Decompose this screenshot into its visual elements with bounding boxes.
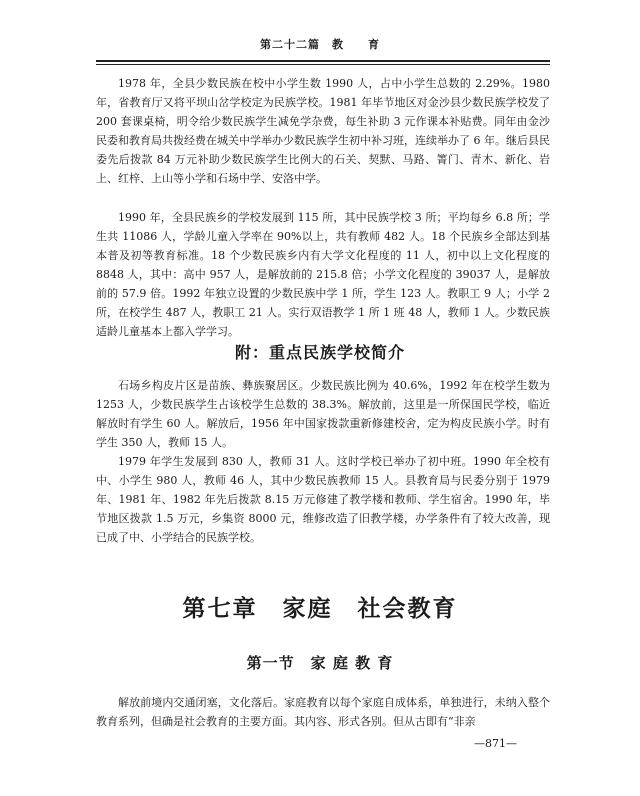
- header-rule-thin: [96, 64, 550, 65]
- paragraph-1978: 1978 年，全县少数民族在校中小学生数 1990 人，占中小学生总数的 2.29%。1980 年，省教育厅又将平坝山岔学校定为民族学校。1981 年毕节地区对金沙县少数民族学校发了 200 套课桌椅，明令给少数民族学生减免学杂费，每生补助 3 元作课本补贴费。同年由金沙民委和教育局共拨经费在城关中学举办少数民族学生初中补习班，连续举办了 6 年。继后县民委先后拨款 84 万元补助少数民族学生比例大的石关、契默、马路、箐门、青木、新化、岩上、红梓、上山等小学和石场中学、安洛中学。: [96, 77, 550, 185]
- section-heading: 第一节 家 庭 教 育: [246, 654, 394, 672]
- paragraph-school-1979: 1979 年学生发展到 830 人，教师 31 人。这时学校已举办了初中班。1990 年全校有中、小学生 980 人，教师 46 人，其中少数民族教师 15 人。县教育局与民委分别于 1979 年、1981 年、1982 年先后拨款 8.15 万元修建了教学楼和教师、学生宿舍。1990 年，毕节地区拨款 1.5 万元，乡集资 8000 元，维修改造了旧教学楼，办学条件有了较大改善，现已成了中、小学结合的民族学校。: [96, 455, 550, 544]
- page-number: —871—: [474, 737, 517, 750]
- header-rule-thick: [96, 60, 550, 62]
- paragraph-family-education: 解放前境内交通闭塞，文化落后。家庭教育以每个家庭自成体系，单独进行，未纳入整个教育系列，但确是社会教育的主要方面。其内容、形式各别。但从古即有“非亲: [96, 696, 550, 728]
- appendix-heading: 附：重点民族学校简介: [234, 343, 405, 362]
- paragraph-school-intro: 石场乡构皮片区是苗族、彝族聚居区。少数民族比例为 40.6%，1992 年在校学生数为 1253 人，少数民族学生占该校学生总数的 38.3%。解放前，这里是一所保国民学校，临近解放时有学生 60 人。解放后，1956 年中国家拨款重新修建校舍，定为构皮民族小学。时有学生 350 人，教师 15 人。: [96, 379, 550, 449]
- chapter-heading: 第七章 家庭 社会教育: [182, 595, 458, 622]
- running-header: 第二十二篇 教 育: [260, 38, 380, 51]
- paragraph-1990: 1990 年，全县民族乡的学校发展到 115 所，其中民族学校 3 所；平均每乡 6.8 所；学生共 11086 人，学龄儿童入学率在 90%以上，共有教师 482 人。18 个民族乡全部达到基本普及初等教育标准。18 个少数民族乡内有大学文化程度的 11 人，初中以上文化程度的 8848 人，其中：高中 957 人，是解放前的 215.8 倍；小学文化程度的 39037 人，是解放前的 57.9 倍。1992 年独立设置的少数民族中学 1 所，学生 123 人。教职工 9 人；小学 2 所，在校学生 487 人，教职工 21 人。实行双语教学 1 所 1 班 48 人，教师 1 人。少数民族适龄儿童基本上都入学学习。: [96, 211, 550, 338]
